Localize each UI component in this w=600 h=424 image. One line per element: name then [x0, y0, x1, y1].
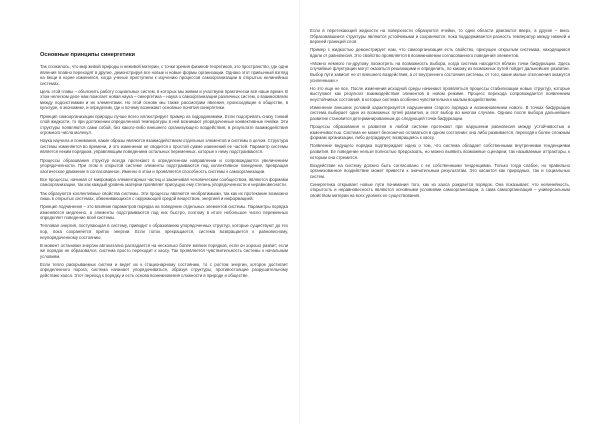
- paragraph: Процессы образования структур всегда протекают в определенном направлении и сопровождаются увеличением упорядоченности. При этом в открытой системе элементы подстраиваются под коллективное поведение, превращая хаотическое движение в согласованное. Именно в этом и проявляется способность системы к самоорганизации.: [40, 157, 288, 174]
- paragraph: Появление ведущего порядка подтверждает идею о том, что система обладает собственными внутренними тенденциями развития. Ее поведение нельзя полностью предсказать, но можно выявить возможные сценарии, так называемые аттракторы, к которым она стремится.: [310, 143, 570, 160]
- paragraph: Воздействие на систему должно быть согласовано с ее собственными тенденциями. Только тогда слабое, но правильно организованное воздействие может привести к значительным результатам. Это касается как природных, так и социальных систем.: [310, 162, 570, 179]
- paragraph: Принцип подчинения – это влияние параметров порядка на поведение отдельных элементов системы. Параметры порядка изменяются медленно, а элементы подстраиваются под них быстро, поэтому в итоге небольшое число переменных определяет поведение всей системы.: [40, 204, 288, 221]
- paragraph: Но это еще не все. После изменения исходной среды начинают проявляться процессы стабилизации новых структур, которые выступают как результат взаимодействия элементов в новом режиме. Процесс перехода сопровождается появлением неустойчивых состояний, в которых система особенно чувствительна к малым воздействиям.: [310, 85, 570, 102]
- quote-paragraph: «Можно немного по-другому посмотреть на возможность выбора, когда система находится вблизи точки бифуркации. Здесь случайные флуктуации могут оказаться решающими и определить, по какому из возможных путей пойдет дальнейшее развитие. Выбор пути зависит не от внешнего воздействия, а от внутреннего состояния системы, от того, какие малые отклонения окажутся усиленными.»: [310, 60, 570, 83]
- paragraph: Если в перетекающей жидкости на поверхности образуются ячейки, то одни области двигаются вверх, а другие – вниз. Образовавшиеся структуры являются устойчивыми и сохраняются, пока поддерживается разность температур между нижней и верхней границей слоя.: [310, 28, 570, 45]
- paragraph: Цель этой главы – объяснить работу социальных систем, в которых мы живем и участвуем практически всё наше время. В этом нелегком деле нам помогает новая наука – синергетика – наука о самоорганизации различных систем, о взаимосвязях между подсистемами и их элементами. Но этой основе мы также рассмотрим явления, происходящие в обществе, в культуре, в экономике, и определим, где и почему возникают основные понятия синергетики.: [40, 88, 288, 111]
- paragraph: Так образуются коллективные свойства системы. Эти процессы являются необратимыми, так как их протекание возможно лишь в открытых системах, обменивающихся с окружающей средой веществом, энергией и информацией.: [40, 190, 288, 202]
- paragraph: Тепловая энергия, поступающая в систему, приводит к образованию упорядоченных структур, которые существуют до тех пор, пока сохраняется приток энергии. Если поток прекращается, система возвращается к равновесному, неупорядоченному состоянию.: [40, 223, 288, 240]
- paragraph: В момент остановки энергии автокатализ распадается на несколько более мелких порядков, если он хорошо развит; если же порядок не образовался, система просто переходит к хаосу. Так проявляется чувствительность системы к начальным условиям.: [40, 242, 288, 259]
- paragraph: Все процессы, начиная от микромира элементарных частиц и заканчивая человеческим сообществом, являются формами самоорганизации, так как каждый уровень материи проявляет присущую ему степень упорядоченности и неравновесности.: [40, 176, 288, 188]
- paragraph: Если тепло раскрываемых систем и ведет их к стационарному состоянию, то с ростом энергии, которое достигает определенного порога, система начинает упорядочиваться, образуя структуры, противостоящие разрушительному действию хаоса. Этот переход к порядку и есть основа возникновения сложности в природе и обществе.: [40, 261, 288, 278]
- paragraph: Пример с жидкостью демонстрирует нам, что самоорганизация есть свойство, присущее открытым системам, находящимся вдали от равновесия. Это свойство проявляется в возникновении согласованного поведения элементов.: [310, 47, 570, 58]
- right-page: [300, 0, 600, 424]
- paragraph: Принцип самоорганизации природы лучше всего иллюстрирует пример из гидродинамики. Если подогревать снизу тонкий слой жидкости, то при достижении определенной температуры в ней возникают упорядоченные конвективные ячейки. Эти структуры появляются сами собой, без какого-либо внешнего организующего воздействия, в результате взаимодействия огромного числа молекул.: [40, 113, 288, 136]
- paragraph: Синергетика открывает новые пути понимания того, как из хаоса рождается порядок. Она показывает, что нелинейность, открытость и неравновесность являются основными условиями самоорганизации, а сама самоорганизация – универсальным свойством материи на всех уровнях ее существования.: [310, 181, 570, 198]
- paragraph: Так сложилось, что мир живой природы и неживой материи, с точки зрения физиков-теоретиков, это пространство, где одни явления плавно переходят в другие, демонстрируя все новые и новые формы организации. Однако этот привычный взгляд на вещи в корне изменился, когда ученые приступили к изучению процессов самоорганизации в открытых нелинейных системах.: [40, 64, 288, 86]
- chapter-title: Основные принципы синергетики: [40, 52, 135, 58]
- paragraph: Процессы образования и развития в любой системе протекают при нарушении равновесия между устойчивостью и изменчивостью. Система не может бесконечно оставаться в одном состоянии: она либо развивается, переходя к более сложным формам организации, либо деградирует, возвращаясь к хаосу.: [310, 124, 570, 141]
- paragraph: Наука научила и понимания, какие образы являются взаимодействием отдельных элементов и системы в целом. Структура системы изменяется во времени, и это изменение не сводится к простой сумме изменений ее частей. Параметр системы является неким порядком, управляющим поведением остальных переменных, которые к нему подстраиваются.: [40, 138, 288, 155]
- paragraph: Изменение внешних условий характеризуется нарушением старого порядка и возникновением нового. В точках бифуркации система выбирает один из возможных путей развития, и этот выбор во многом случаен. Однако после выбора дальнейшее развитие становится детерминированным до следующей точки бифуркации.: [310, 104, 570, 122]
